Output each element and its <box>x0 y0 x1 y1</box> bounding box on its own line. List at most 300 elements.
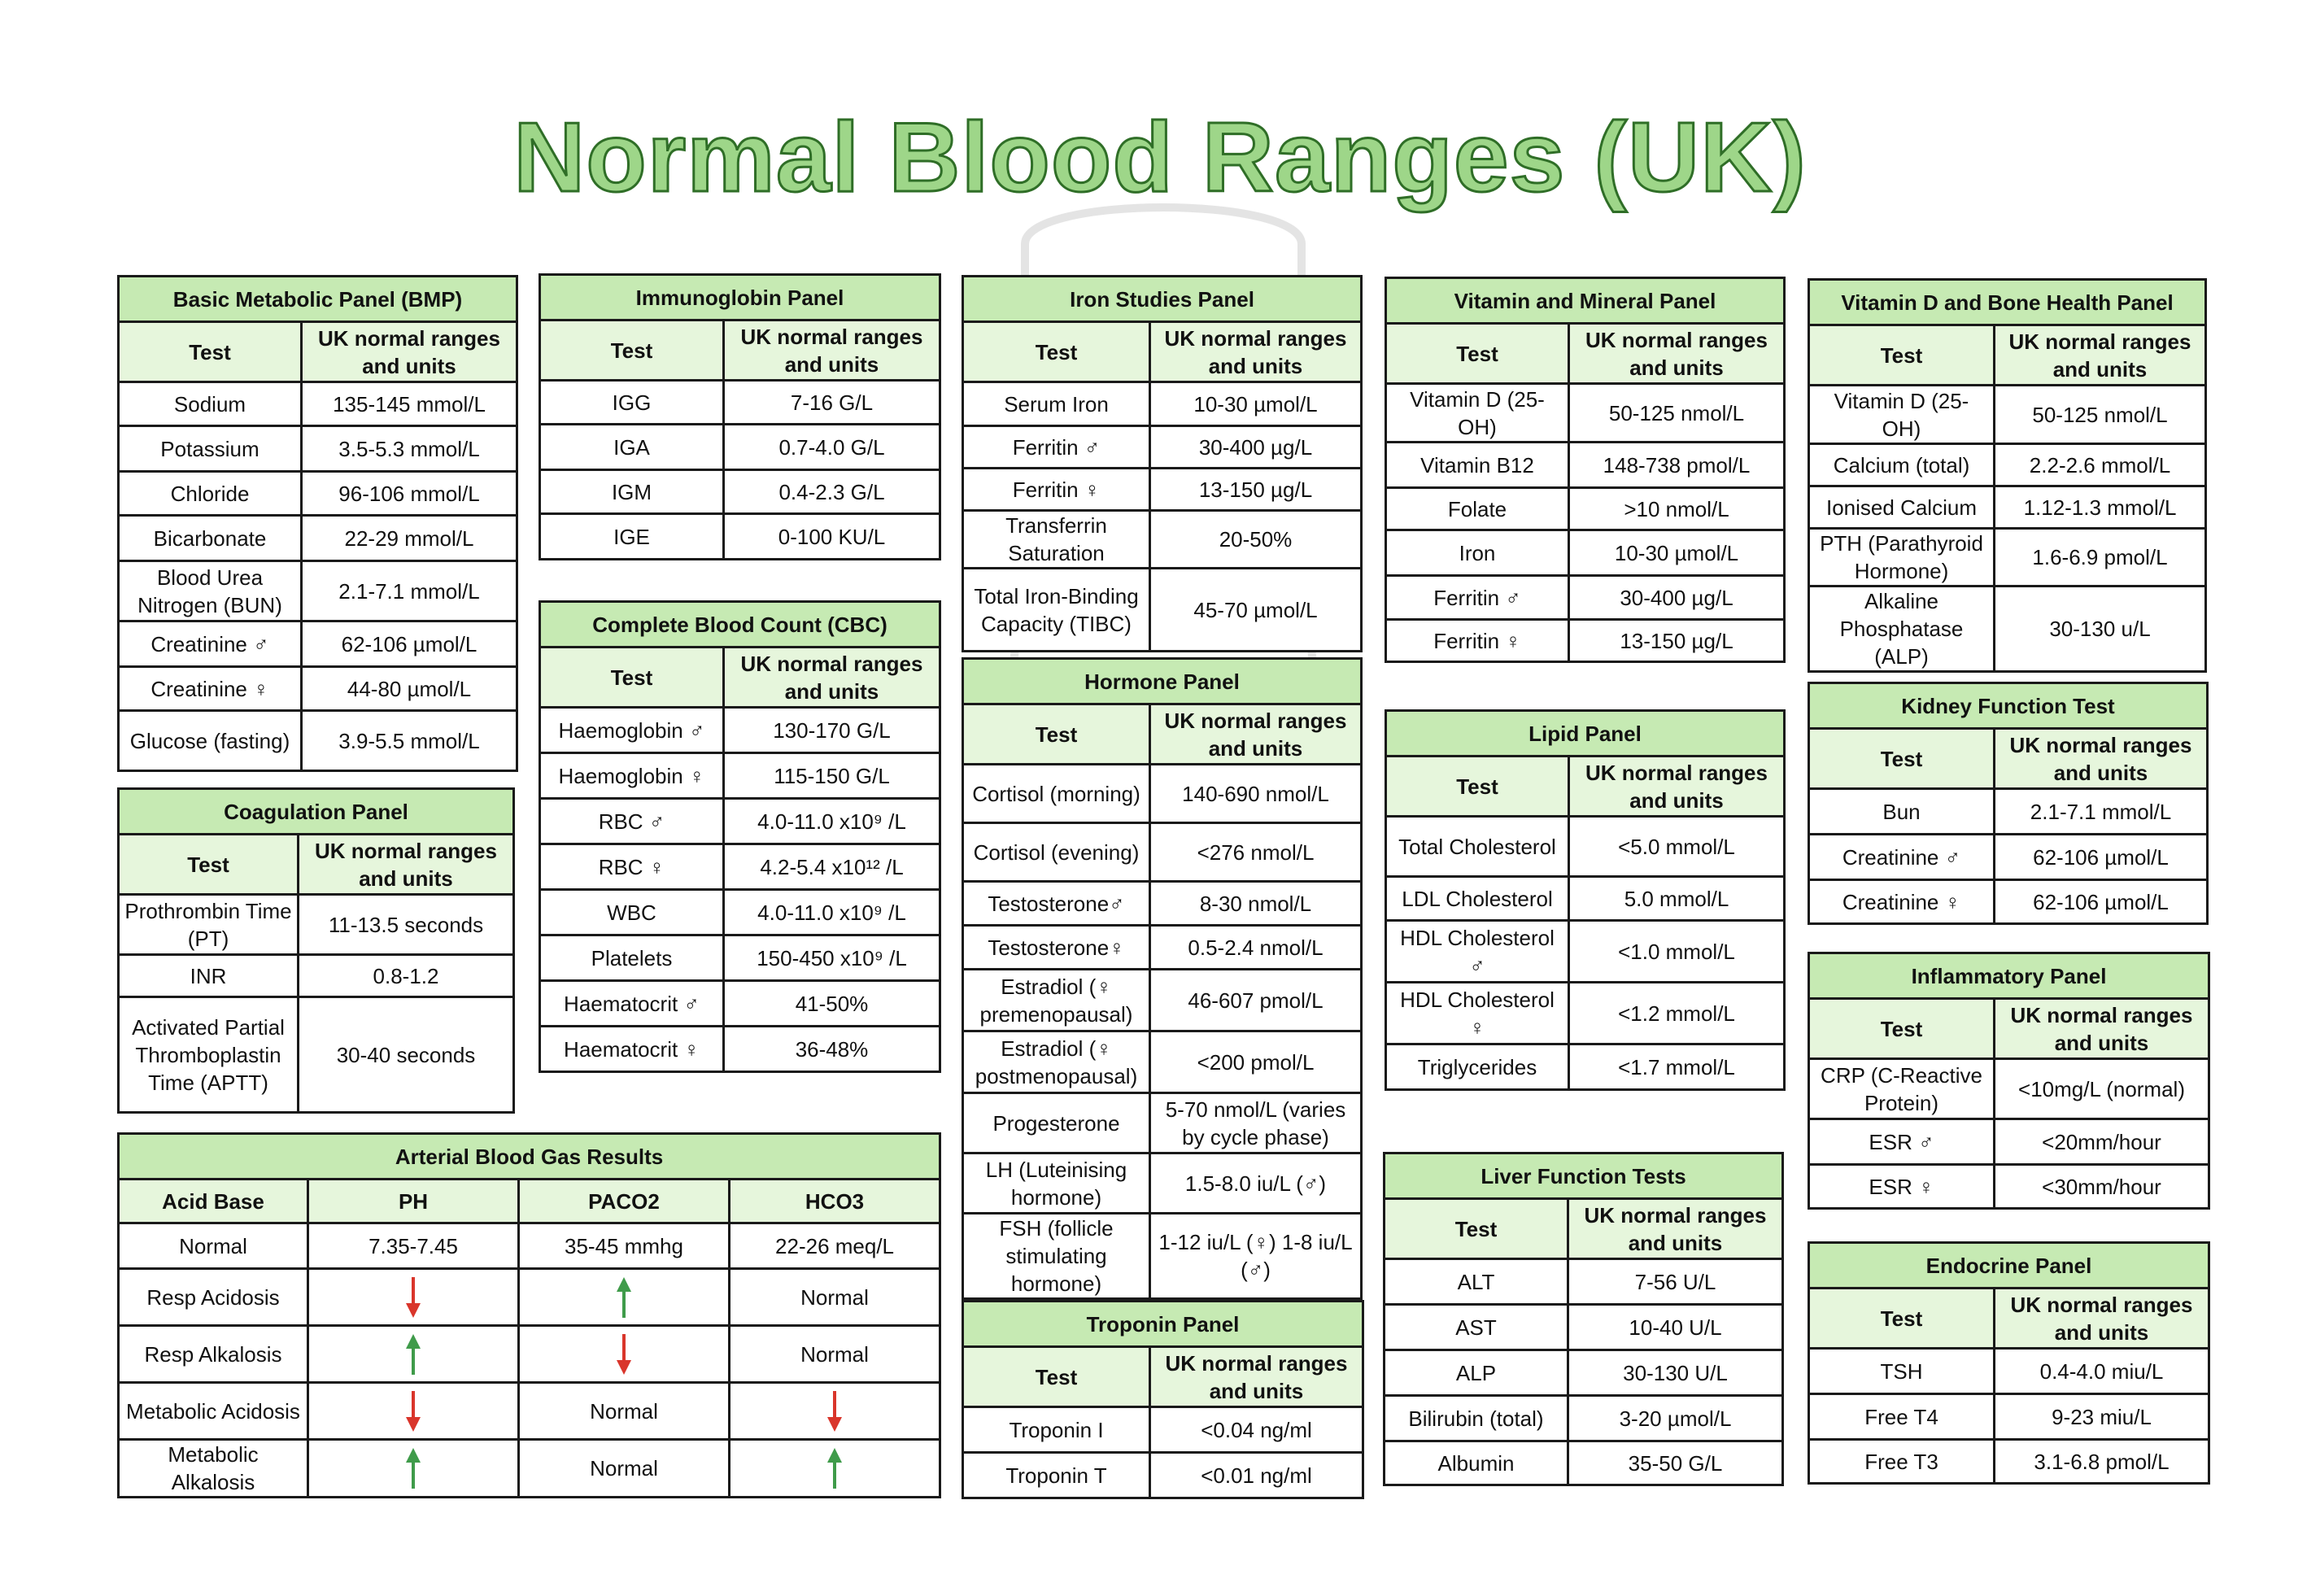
table-row <box>963 926 1362 970</box>
table-row <box>963 569 1362 652</box>
test-range: 36-48% <box>724 1027 940 1072</box>
arrow-down-icon <box>615 1332 633 1376</box>
page-title: Normal Blood Ranges (UK) <box>513 102 1807 212</box>
test-name: Folate <box>1386 488 1569 530</box>
column-header-test: Test <box>1385 1199 1568 1259</box>
table-row <box>119 561 517 621</box>
test-name: Iron <box>1386 530 1569 576</box>
table-row <box>119 1440 940 1498</box>
test-range: 8-30 nmol/L <box>1150 882 1362 926</box>
test-name: Albumin <box>1385 1441 1568 1485</box>
test-name: ESR ♂ <box>1809 1119 1995 1165</box>
test-range: 50-125 nmol/L <box>1995 386 2206 444</box>
test-range: 1.5-8.0 iu/L (♂) <box>1150 1153 1362 1214</box>
table-row <box>963 382 1362 426</box>
test-range: 20-50% <box>1150 511 1362 569</box>
abg-value: Normal <box>519 1440 730 1498</box>
test-range: 3.1-6.8 pmol/L <box>1995 1440 2209 1484</box>
acid-base-label: Resp Acidosis <box>119 1269 308 1326</box>
table-row <box>540 753 940 799</box>
column-header-acid-base: Acid Base <box>119 1180 308 1223</box>
table-row <box>1385 1259 1783 1305</box>
panel-title: Arterial Blood Gas Results <box>119 1134 940 1180</box>
test-range: 4.0-11.0 x10⁹ /L <box>724 799 940 844</box>
table-row <box>540 844 940 890</box>
table-row <box>1386 1044 1785 1090</box>
panel-title: Coagulation Panel <box>119 789 514 835</box>
test-name: Total Iron-Binding Capacity (TIBC) <box>963 569 1150 652</box>
arrow-up-icon <box>404 1446 422 1490</box>
arrow-up-icon <box>826 1446 844 1490</box>
test-range: 0.8-1.2 <box>299 955 514 997</box>
table-row <box>1385 1441 1783 1485</box>
panel-title: Complete Blood Count (CBC) <box>540 602 940 648</box>
test-range: 50-125 nmol/L <box>1569 384 1785 443</box>
table-row <box>1809 789 2208 835</box>
table-row <box>540 708 940 753</box>
table-row <box>1385 1396 1783 1441</box>
panel-title: Immunoglobin Panel <box>540 275 940 321</box>
panel-title: Vitamin and Mineral Panel <box>1386 278 1785 324</box>
test-range: >10 nmol/L <box>1569 488 1785 530</box>
table-row <box>963 1031 1362 1093</box>
table-row <box>963 1093 1362 1153</box>
table-row <box>540 514 940 560</box>
panel-title: Liver Function Tests <box>1385 1153 1783 1199</box>
test-name: Cortisol (morning) <box>963 765 1150 823</box>
column-header-test: Test <box>540 648 724 708</box>
arrow-down-icon <box>404 1275 422 1319</box>
test-name: Troponin I <box>963 1407 1150 1453</box>
test-range: 62-106 µmol/L <box>1995 835 2208 880</box>
table-row <box>540 381 940 425</box>
test-range: 10-30 µmol/L <box>1150 382 1362 426</box>
table-row <box>1809 386 2206 444</box>
table-row <box>119 472 517 516</box>
table-row <box>119 1269 940 1326</box>
table-row <box>1809 880 2208 924</box>
table-row <box>119 997 514 1113</box>
table-row <box>1386 488 1785 530</box>
abg-cell-arrow <box>308 1269 519 1326</box>
test-range: <0.04 ng/ml <box>1150 1407 1363 1453</box>
table-row <box>119 1326 940 1383</box>
test-range: 0.4-4.0 miu/L <box>1995 1349 2209 1394</box>
abg-cell-arrow <box>308 1383 519 1440</box>
test-range: <1.2 mmol/L <box>1569 983 1785 1044</box>
test-range: 9-23 miu/L <box>1995 1394 2209 1440</box>
test-range: 4.0-11.0 x10⁹ /L <box>724 890 940 935</box>
abg-cell-arrow <box>730 1383 940 1440</box>
test-range: 0.4-2.3 G/L <box>724 470 940 514</box>
test-range: 3-20 µmol/L <box>1568 1396 1783 1441</box>
test-range: 0.7-4.0 G/L <box>724 425 940 470</box>
table-row <box>1809 1119 2209 1165</box>
table-row <box>540 981 940 1027</box>
table-row <box>119 426 517 472</box>
table-row <box>1809 486 2206 529</box>
test-name: ALT <box>1385 1259 1568 1305</box>
test-name: ALP <box>1385 1350 1568 1396</box>
test-range: 2.2-2.6 mmol/L <box>1995 444 2206 486</box>
test-name: HDL Cholesterol ♂ <box>1386 921 1569 983</box>
panel-endocrine <box>1808 1241 2210 1485</box>
table-row <box>1385 1350 1783 1396</box>
column-header-range: UK normal ranges and units <box>299 835 514 895</box>
table-row <box>963 511 1362 569</box>
table-row <box>1386 620 1785 662</box>
test-name: Ferritin ♀ <box>1386 620 1569 662</box>
table-row <box>1386 443 1785 488</box>
table-row <box>1386 921 1785 983</box>
test-range: 7-16 G/L <box>724 381 940 425</box>
table-row <box>540 799 940 844</box>
test-name: LDL Cholesterol <box>1386 877 1569 921</box>
test-name: INR <box>119 955 299 997</box>
test-name: Haemoglobin ♀ <box>540 753 724 799</box>
test-name: WBC <box>540 890 724 935</box>
column-header-ph: PH <box>308 1180 519 1223</box>
test-name: Chloride <box>119 472 302 516</box>
abg-value: 7.35-7.45 <box>308 1223 519 1269</box>
column-header-test: Test <box>1809 729 1995 789</box>
table-row <box>1386 530 1785 576</box>
table-row <box>963 1214 1362 1299</box>
test-range: 10-40 U/L <box>1568 1305 1783 1350</box>
test-range: 11-13.5 seconds <box>299 895 514 955</box>
test-name: Testosterone♀ <box>963 926 1150 970</box>
test-name: Calcium (total) <box>1809 444 1995 486</box>
table-row <box>1386 877 1785 921</box>
test-name: RBC ♀ <box>540 844 724 890</box>
test-name: Bicarbonate <box>119 516 302 561</box>
panel-title: Kidney Function Test <box>1809 683 2208 729</box>
panel-immunoglobin <box>539 273 941 560</box>
column-header-range: UK normal ranges and units <box>1995 999 2209 1059</box>
test-name: Ferritin ♀ <box>963 469 1150 511</box>
column-header-test: Test <box>540 321 724 381</box>
test-name: Total Cholesterol <box>1386 817 1569 877</box>
acid-base-label: Resp Alkalosis <box>119 1326 308 1383</box>
test-name: Prothrombin Time (PT) <box>119 895 299 955</box>
test-range: <1.0 mmol/L <box>1569 921 1785 983</box>
test-name: Troponin T <box>963 1453 1150 1498</box>
panel-iron-studies <box>962 275 1363 652</box>
table-row <box>963 1407 1363 1453</box>
test-range: 13-150 µg/L <box>1150 469 1362 511</box>
table-row <box>1809 1394 2209 1440</box>
panel-title: Inflammatory Panel <box>1809 953 2209 999</box>
abg-cell-arrow <box>519 1269 730 1326</box>
test-name: Blood Urea Nitrogen (BUN) <box>119 561 302 621</box>
column-header-range: UK normal ranges and units <box>1995 1289 2209 1349</box>
column-header-test: Test <box>119 835 299 895</box>
test-range: 1.12-1.3 mmol/L <box>1995 486 2206 529</box>
table-row <box>119 1223 940 1269</box>
column-header-test: Test <box>1809 1289 1995 1349</box>
test-range: <1.7 mmol/L <box>1569 1044 1785 1090</box>
test-range: 5-70 nmol/L (varies by cycle phase) <box>1150 1093 1362 1153</box>
column-header-range: UK normal ranges and units <box>1150 322 1362 382</box>
column-header-test: Test <box>1809 999 1995 1059</box>
test-range: <30mm/hour <box>1995 1165 2209 1209</box>
test-range: 41-50% <box>724 981 940 1027</box>
table-row <box>963 882 1362 926</box>
table-row <box>1809 1349 2209 1394</box>
table-row <box>1386 576 1785 620</box>
test-range: 10-30 µmol/L <box>1569 530 1785 576</box>
table-row <box>119 667 517 711</box>
test-name: Transferrin Saturation <box>963 511 1150 569</box>
table-row <box>119 955 514 997</box>
test-range: 130-170 G/L <box>724 708 940 753</box>
test-range: 30-400 µg/L <box>1569 576 1785 620</box>
table-row <box>1809 1059 2209 1119</box>
test-name: ESR ♀ <box>1809 1165 1995 1209</box>
test-name: Glucose (fasting) <box>119 711 302 771</box>
test-range: 2.1-7.1 mmol/L <box>302 561 517 621</box>
test-range: 30-40 seconds <box>299 997 514 1113</box>
panel-bmp <box>117 275 518 772</box>
test-name: Ferritin ♂ <box>1386 576 1569 620</box>
column-header-test: Test <box>119 322 302 382</box>
column-header-test: Test <box>963 1347 1150 1407</box>
panel-coagulation <box>117 787 515 1114</box>
table-row <box>963 426 1362 469</box>
test-range: 30-130 U/L <box>1568 1350 1783 1396</box>
test-name: Bun <box>1809 789 1995 835</box>
column-header-test: Test <box>963 704 1150 765</box>
test-name: TSH <box>1809 1349 1995 1394</box>
table-row <box>119 516 517 561</box>
test-range: 96-106 mmol/L <box>302 472 517 516</box>
column-header-range: UK normal ranges and units <box>302 322 517 382</box>
test-range: 45-70 µmol/L <box>1150 569 1362 652</box>
column-header-test: Test <box>1386 757 1569 817</box>
test-range: 5.0 mmol/L <box>1569 877 1785 921</box>
test-range: <5.0 mmol/L <box>1569 817 1785 877</box>
test-range: <200 pmol/L <box>1150 1031 1362 1093</box>
abg-cell-arrow <box>519 1326 730 1383</box>
table-row <box>119 895 514 955</box>
test-name: Triglycerides <box>1386 1044 1569 1090</box>
test-name: Vitamin B12 <box>1386 443 1569 488</box>
column-header-range: UK normal ranges and units <box>1995 325 2206 386</box>
column-header-range: UK normal ranges and units <box>724 648 940 708</box>
panel-troponin <box>962 1300 1364 1499</box>
panel-title: Hormone Panel <box>963 659 1362 704</box>
arrow-down-icon <box>826 1389 844 1433</box>
test-range: <276 nmol/L <box>1150 823 1362 882</box>
test-range: <10mg/L (normal) <box>1995 1059 2209 1119</box>
table-row <box>540 425 940 470</box>
test-range: 13-150 µg/L <box>1569 620 1785 662</box>
table-row <box>963 469 1362 511</box>
test-name: Estradiol (♀ premenopausal) <box>963 970 1150 1031</box>
test-range: 35-50 G/L <box>1568 1441 1783 1485</box>
table-row <box>963 823 1362 882</box>
test-range: 7-56 U/L <box>1568 1259 1783 1305</box>
column-header-range: UK normal ranges and units <box>1568 1199 1783 1259</box>
column-header-range: UK normal ranges and units <box>1150 704 1362 765</box>
panel-cbc <box>539 600 941 1073</box>
acid-base-label: Metabolic Alkalosis <box>119 1440 308 1498</box>
table-row <box>1809 1440 2209 1484</box>
table-row <box>1386 983 1785 1044</box>
abg-value: Normal <box>519 1383 730 1440</box>
panel-title: Troponin Panel <box>963 1302 1363 1347</box>
column-header-range: UK normal ranges and units <box>1569 324 1785 384</box>
abg-value: 22-26 meq/L <box>730 1223 940 1269</box>
table-row <box>540 470 940 514</box>
test-name: Platelets <box>540 935 724 981</box>
test-name: Ferritin ♂ <box>963 426 1150 469</box>
test-range: 148-738 pmol/L <box>1569 443 1785 488</box>
test-range: 3.5-5.3 mmol/L <box>302 426 517 472</box>
test-name: Vitamin D (25-OH) <box>1386 384 1569 443</box>
test-name: IGA <box>540 425 724 470</box>
test-name: Free T3 <box>1809 1440 1995 1484</box>
test-name: IGM <box>540 470 724 514</box>
test-range: 0.5-2.4 nmol/L <box>1150 926 1362 970</box>
table-row <box>1386 384 1785 443</box>
column-header-test: Test <box>1809 325 1995 386</box>
test-name: Activated Partial Thromboplastin Time (APTT) <box>119 997 299 1113</box>
column-header-range: UK normal ranges and units <box>1995 729 2208 789</box>
panel-title: Endocrine Panel <box>1809 1243 2209 1289</box>
abg-cell-arrow <box>308 1440 519 1498</box>
arrow-up-icon <box>615 1275 633 1319</box>
abg-cell-arrow <box>308 1326 519 1383</box>
test-name: Creatinine ♂ <box>119 621 302 667</box>
test-range: 150-450 x10⁹ /L <box>724 935 940 981</box>
test-name: Creatinine ♀ <box>1809 880 1995 924</box>
test-name: Free T4 <box>1809 1394 1995 1440</box>
test-range: 46-607 pmol/L <box>1150 970 1362 1031</box>
abg-value: Normal <box>730 1326 940 1383</box>
test-name: AST <box>1385 1305 1568 1350</box>
test-name: Estradiol (♀ postmenopausal) <box>963 1031 1150 1093</box>
test-range: 140-690 nmol/L <box>1150 765 1362 823</box>
test-range: 1-12 iu/L (♀) 1-8 iu/L (♂) <box>1150 1214 1362 1299</box>
test-name: CRP (C-Reactive Protein) <box>1809 1059 1995 1119</box>
table-row <box>119 621 517 667</box>
test-name: FSH (follicle stimulating hormone) <box>963 1214 1150 1299</box>
column-header-range: UK normal ranges and units <box>1150 1347 1363 1407</box>
test-range: 3.9-5.5 mmol/L <box>302 711 517 771</box>
test-name: Ionised Calcium <box>1809 486 1995 529</box>
acid-base-label: Metabolic Acidosis <box>119 1383 308 1440</box>
test-range: 1.6-6.9 pmol/L <box>1995 529 2206 587</box>
panel-title: Basic Metabolic Panel (BMP) <box>119 277 517 322</box>
panel-title: Vitamin D and Bone Health Panel <box>1809 280 2206 325</box>
column-header-range: UK normal ranges and units <box>1569 757 1785 817</box>
test-range: 62-106 µmol/L <box>1995 880 2208 924</box>
test-name: LH (Luteinising hormone) <box>963 1153 1150 1214</box>
test-range: 62-106 µmol/L <box>302 621 517 667</box>
panel-title: Lipid Panel <box>1386 711 1785 757</box>
test-name: RBC ♂ <box>540 799 724 844</box>
test-name: HDL Cholesterol ♀ <box>1386 983 1569 1044</box>
test-range: 115-150 G/L <box>724 753 940 799</box>
column-header-hco3: HCO3 <box>730 1180 940 1223</box>
column-header-paco2: PACO2 <box>519 1180 730 1223</box>
table-row <box>963 1453 1363 1498</box>
test-range: 0-100 KU/L <box>724 514 940 560</box>
column-header-range: UK normal ranges and units <box>724 321 940 381</box>
table-row <box>1386 817 1785 877</box>
test-name: Haematocrit ♂ <box>540 981 724 1027</box>
test-range: 135-145 mmol/L <box>302 382 517 426</box>
test-name: Haematocrit ♀ <box>540 1027 724 1072</box>
panel-hormone <box>962 657 1363 1300</box>
table-row <box>1809 529 2206 587</box>
table-row <box>963 1153 1362 1214</box>
test-name: Progesterone <box>963 1093 1150 1153</box>
panel-liver-function <box>1383 1152 1784 1486</box>
table-row <box>540 890 940 935</box>
abg-value: 35-45 mmhg <box>519 1223 730 1269</box>
test-name: IGG <box>540 381 724 425</box>
test-name: Serum Iron <box>963 382 1150 426</box>
panel-inflammatory <box>1808 952 2210 1210</box>
table-row <box>540 1027 940 1072</box>
test-range: <20mm/hour <box>1995 1119 2209 1165</box>
panel-vitamin-mineral <box>1385 277 1786 663</box>
panel-vitamin-d-bone <box>1808 278 2207 673</box>
column-header-test: Test <box>963 322 1150 382</box>
test-name: Creatinine ♂ <box>1809 835 1995 880</box>
test-name: Creatinine ♀ <box>119 667 302 711</box>
panel-arterial-blood-gas <box>117 1132 941 1498</box>
table-row <box>1385 1305 1783 1350</box>
table-row <box>119 711 517 771</box>
table-row <box>1809 835 2208 880</box>
abg-value: Normal <box>730 1269 940 1326</box>
arrow-up-icon <box>404 1332 422 1376</box>
test-range: 44-80 µmol/L <box>302 667 517 711</box>
column-header-test: Test <box>1386 324 1569 384</box>
table-row <box>119 1383 940 1440</box>
test-name: Cortisol (evening) <box>963 823 1150 882</box>
table-row <box>963 970 1362 1031</box>
test-name: Potassium <box>119 426 302 472</box>
table-row <box>963 765 1362 823</box>
acid-base-label: Normal <box>119 1223 308 1269</box>
test-range: 30-130 u/L <box>1995 587 2206 672</box>
table-row <box>119 382 517 426</box>
test-range: 4.2-5.4 x10¹² /L <box>724 844 940 890</box>
table-row <box>540 935 940 981</box>
test-range: 2.1-7.1 mmol/L <box>1995 789 2208 835</box>
table-row <box>1809 587 2206 672</box>
table-row <box>1809 444 2206 486</box>
panel-lipid <box>1385 709 1786 1091</box>
abg-cell-arrow <box>730 1440 940 1498</box>
test-name: Testosterone♂ <box>963 882 1150 926</box>
panel-title: Iron Studies Panel <box>963 277 1362 322</box>
test-name: Haemoglobin ♂ <box>540 708 724 753</box>
test-name: IGE <box>540 514 724 560</box>
test-range: 30-400 µg/L <box>1150 426 1362 469</box>
test-name: PTH (Parathyroid Hormone) <box>1809 529 1995 587</box>
test-name: Bilirubin (total) <box>1385 1396 1568 1441</box>
panel-kidney-function <box>1808 682 2209 925</box>
test-name: Vitamin D (25-OH) <box>1809 386 1995 444</box>
test-name: Alkaline Phosphatase (ALP) <box>1809 587 1995 672</box>
table-row <box>1809 1165 2209 1209</box>
test-name: Sodium <box>119 382 302 426</box>
